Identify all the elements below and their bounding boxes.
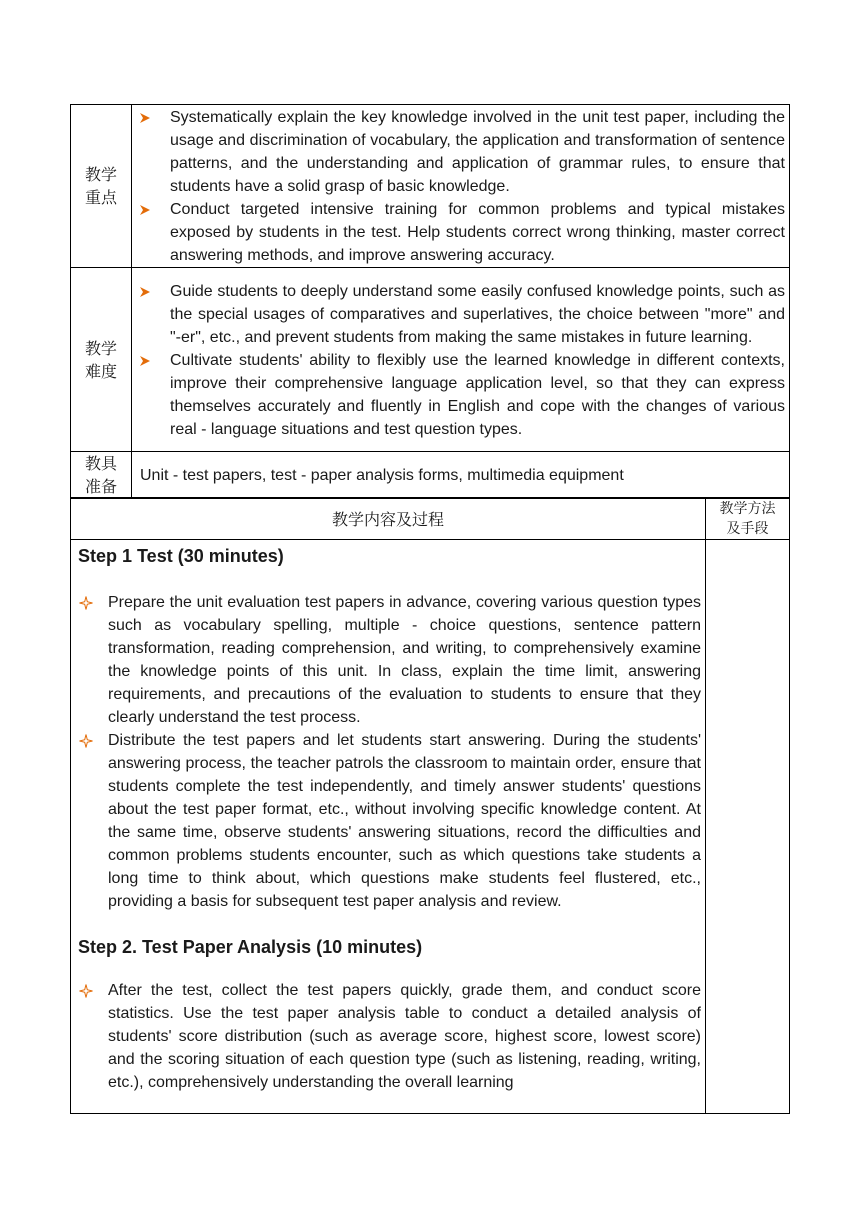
difficulties-list xyxy=(139,280,785,441)
tools-label-line2: 准备 xyxy=(84,477,117,496)
process-header-row xyxy=(71,498,790,540)
key-point-item: Conduct targeted intensive training for common problems and typical mistakes exposed by students in the test. Help students correct wrong thinking, master correct answering methods, and improve answering accuracy. xyxy=(139,198,785,267)
four-point-star-icon xyxy=(79,596,93,610)
difficulties-label xyxy=(71,268,132,452)
methods-header-line1: 教学方法 xyxy=(719,500,776,517)
process-methods-cell xyxy=(706,540,790,1114)
teaching-process-table xyxy=(70,497,790,1114)
arrow-bullet-icon xyxy=(139,204,151,216)
arrow-bullet-icon xyxy=(139,112,151,124)
difficulty-item: Guide students to deeply understand some easily confused knowledge points, such as the special usages of comparatives and superlatives, the choice between "more" and "-er", etc., and prevent students from making the same mistakes in future learning. xyxy=(139,280,785,349)
teaching-tools-row xyxy=(71,452,790,499)
difficulties-label-line1: 教学 xyxy=(84,338,117,358)
difficulties-label-line2: 难度 xyxy=(84,361,117,381)
step2-title: Step 2. Test Paper Analysis (10 minutes) xyxy=(78,937,423,957)
methods-header-line2: 及手段 xyxy=(726,520,769,537)
four-point-star-icon xyxy=(79,984,93,998)
arrow-bullet-icon xyxy=(139,286,151,298)
step1-item: Distribute the test papers and let students start answering. During the students' answering process, the teacher patrols the classroom to maintain order, ensure that students complete the test independently, and timely answer students' questions about the test paper format, etc., without involving specific knowledge content. At the same time, observe students' answering situations, record the difficulties and common problems students encounter, such as which questions take students a long time to think about, which questions make students feel flustered, etc., providing a basis for subsequent test paper analysis and review. xyxy=(78,729,701,913)
arrow-bullet-icon xyxy=(139,355,151,367)
process-body-row xyxy=(71,540,790,1114)
teaching-tools-text: Unit - test papers, test - paper analysis forms, multimedia equipment xyxy=(140,467,624,484)
step1-title: Step 1 Test (30 minutes) xyxy=(78,546,284,566)
step2-item: After the test, collect the test papers quickly, grade them, and conduct score statistics. Use the test paper analysis table to conduct a detailed analysis of students' score distribution (such as average score, highest score, lowest score) and the scoring situation of each question type (such as listening, reading, writing, etc.), comprehensively understanding the overall learning xyxy=(78,979,701,1094)
key-points-label-line1: 教学 xyxy=(84,165,117,184)
key-points-row xyxy=(71,105,790,268)
difficulties-row xyxy=(71,268,790,452)
four-point-star-icon xyxy=(79,734,93,748)
difficulty-item: Cultivate students' ability to flexibly use the learned knowledge in different contexts, improve their comprehensive language application level, so that they can express themselves accurately and fluently in English and cope with the changes of various real - language situations and test question types. xyxy=(139,349,785,441)
key-points-label xyxy=(71,105,132,268)
key-points-list xyxy=(139,106,785,267)
teaching-tools-content xyxy=(132,452,790,499)
step1-item: Prepare the unit evaluation test papers in advance, covering various question types such as vocabulary spelling, multiple - choice questions, sentence pattern transformation, reading comprehension, and writing, to comprehensively examine the knowledge points of this unit. In class, explain the time limit, answering requirements, and precautions of the evaluation to students to ensure that they clearly understand the test process. xyxy=(78,591,701,729)
step2-list xyxy=(78,979,701,1094)
step1-list xyxy=(78,591,701,913)
process-header-methods xyxy=(706,498,790,540)
lesson-info-table xyxy=(70,104,790,499)
key-points-label-line2: 重点 xyxy=(84,188,117,207)
difficulties-content xyxy=(132,268,790,452)
key-points-content xyxy=(132,105,790,268)
teaching-tools-label xyxy=(71,452,132,499)
tools-label-line1: 教具 xyxy=(84,454,117,473)
process-content-cell xyxy=(71,540,706,1114)
key-point-item: Systematically explain the key knowledge involved in the unit test paper, including the usage and discrimination of vocabulary, the application and transformation of sentence patterns, and the understanding and application of grammar rules, to ensure that students have a solid grasp of basic knowledge. xyxy=(139,106,785,198)
process-header-main: 教学内容及过程 xyxy=(71,498,706,540)
